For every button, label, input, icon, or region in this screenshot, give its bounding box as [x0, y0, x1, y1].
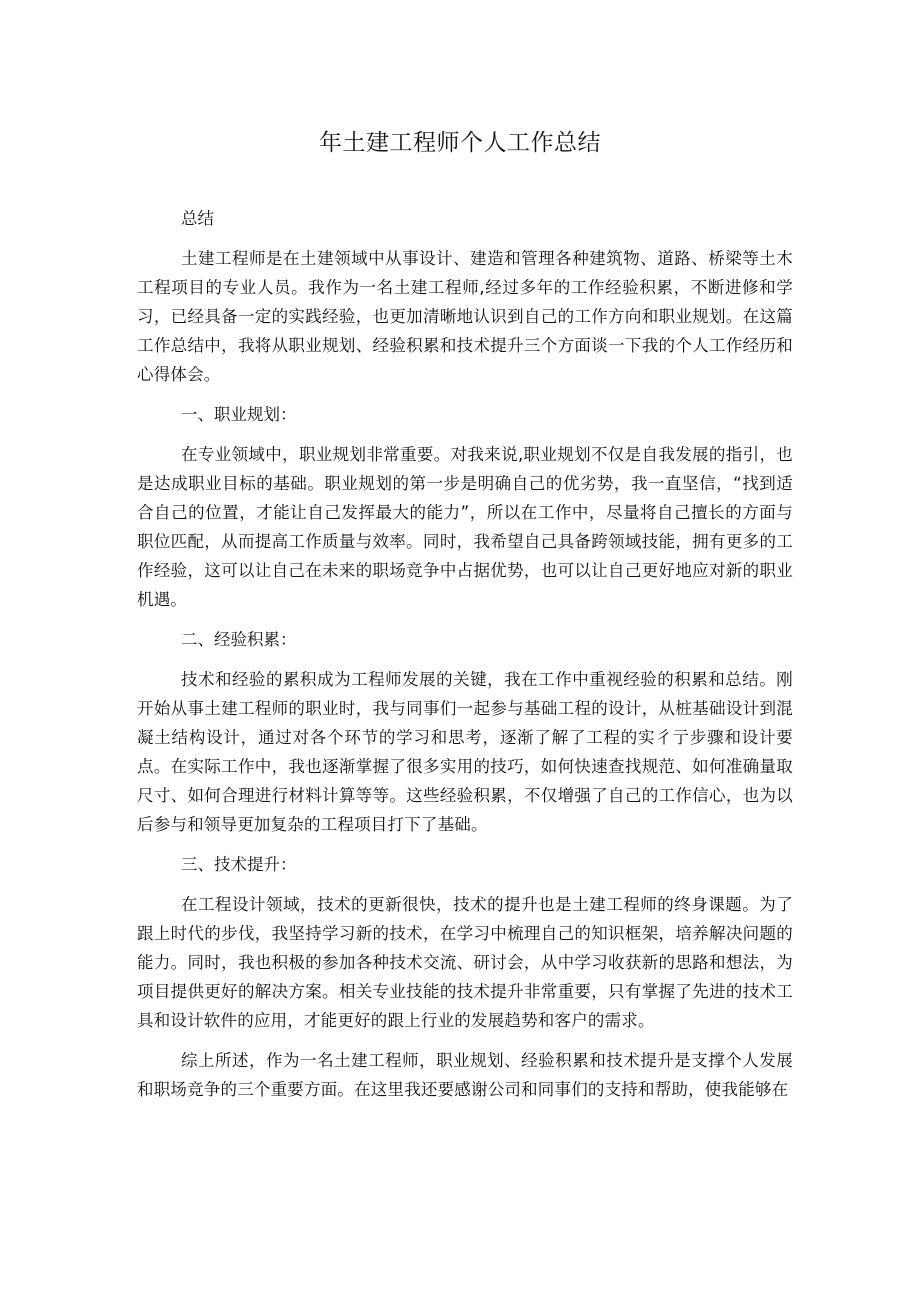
section-heading-technical-growth: 三、技术提升：: [181, 855, 297, 874]
summary-label: 总结: [181, 209, 214, 228]
section-body-career-planning: 在专业领域中，职业规划非常重要。对我来说,职业规划不仅是自我发展的指引，也是达成职业目标的基础。职业规划的第一步是明确自己的优劣势，我一直坚信，“找到适合自己的位置，才能让自己发挥最大的能力”，所以在工作中，尽量将自己擅长的方面与职位匹配，从而提高工作质量与效率。同时，我希望自己具备跨领域技能，拥有更多的工作经验，这可以让自己在未来的职场竞争中占据优势，也可以让自己更好地应对新的职业机遇。: [137, 445, 793, 609]
intro-paragraph: 土建工程师是在土建领域中从事设计、建造和管理各种建筑物、道路、桥梁等土木工程项目的专业人员。我作为一名土建工程师,经过多年的工作经验积累，不断进修和学习，已经具备一定的实践经验，也更加清晰地认识到自己的工作方向和职业规划。在这篇工作总结中，我将从职业规划、经验积累和技术提升三个方面谈一下我的个人工作经历和心得体会。: [137, 249, 793, 384]
document-title: 年土建工程师个人工作总结: [319, 130, 601, 156]
conclusion-paragraph: 综上所述，作为一名土建工程师，职业规划、经验积累和技术提升是支撑个人发展和职场竞争的三个重要方面。在这里我还要感谢公司和同事们的支持和帮助，使我能够在: [137, 1051, 793, 1099]
section-heading-career-planning: 一、职业规划：: [181, 405, 297, 424]
document-body: [137, 204, 793, 1115]
section-body-technical-growth: 在工程设计领域，技术的更新很快，技术的提升也是土建工程师的终身课题。为了跟上时代的步伐，我坚持学习新的技术，在学习中梳理自己的知识框架，培养解决问题的能力。同时，我也积极的参加各种技术交流、研讨会，从中学习收获新的思路和想法，为项目提供更好的解决方案。相关专业技能的技术提升非常重要，只有掌握了先进的技术工具和设计软件的应用，才能更好的跟上行业的发展趋势和客户的需求。: [137, 895, 793, 1030]
section-heading-experience: 二、经验积累：: [181, 630, 297, 649]
section-body-experience: 技术和经验的累积成为工程师发展的关键，我在工作中重视经验的积累和总结。刚开始从事土建工程师的职业时，我与同事们一起参与基础工程的设计，从桩基础设计到混凝土结构设计，通过对各个环节的学习和思考，逐渐了解了工程的实彳亍步骤和设计要点。在实际工作中，我也逐渐掌握了很多实用的技巧，如何快速查找规范、如何准确量取尺寸、如何合理进行材料计算等等。这些经验积累，不仅增强了自己的工作信心，也为以后参与和领导更加复杂的工程项目打下了基础。: [137, 670, 793, 834]
